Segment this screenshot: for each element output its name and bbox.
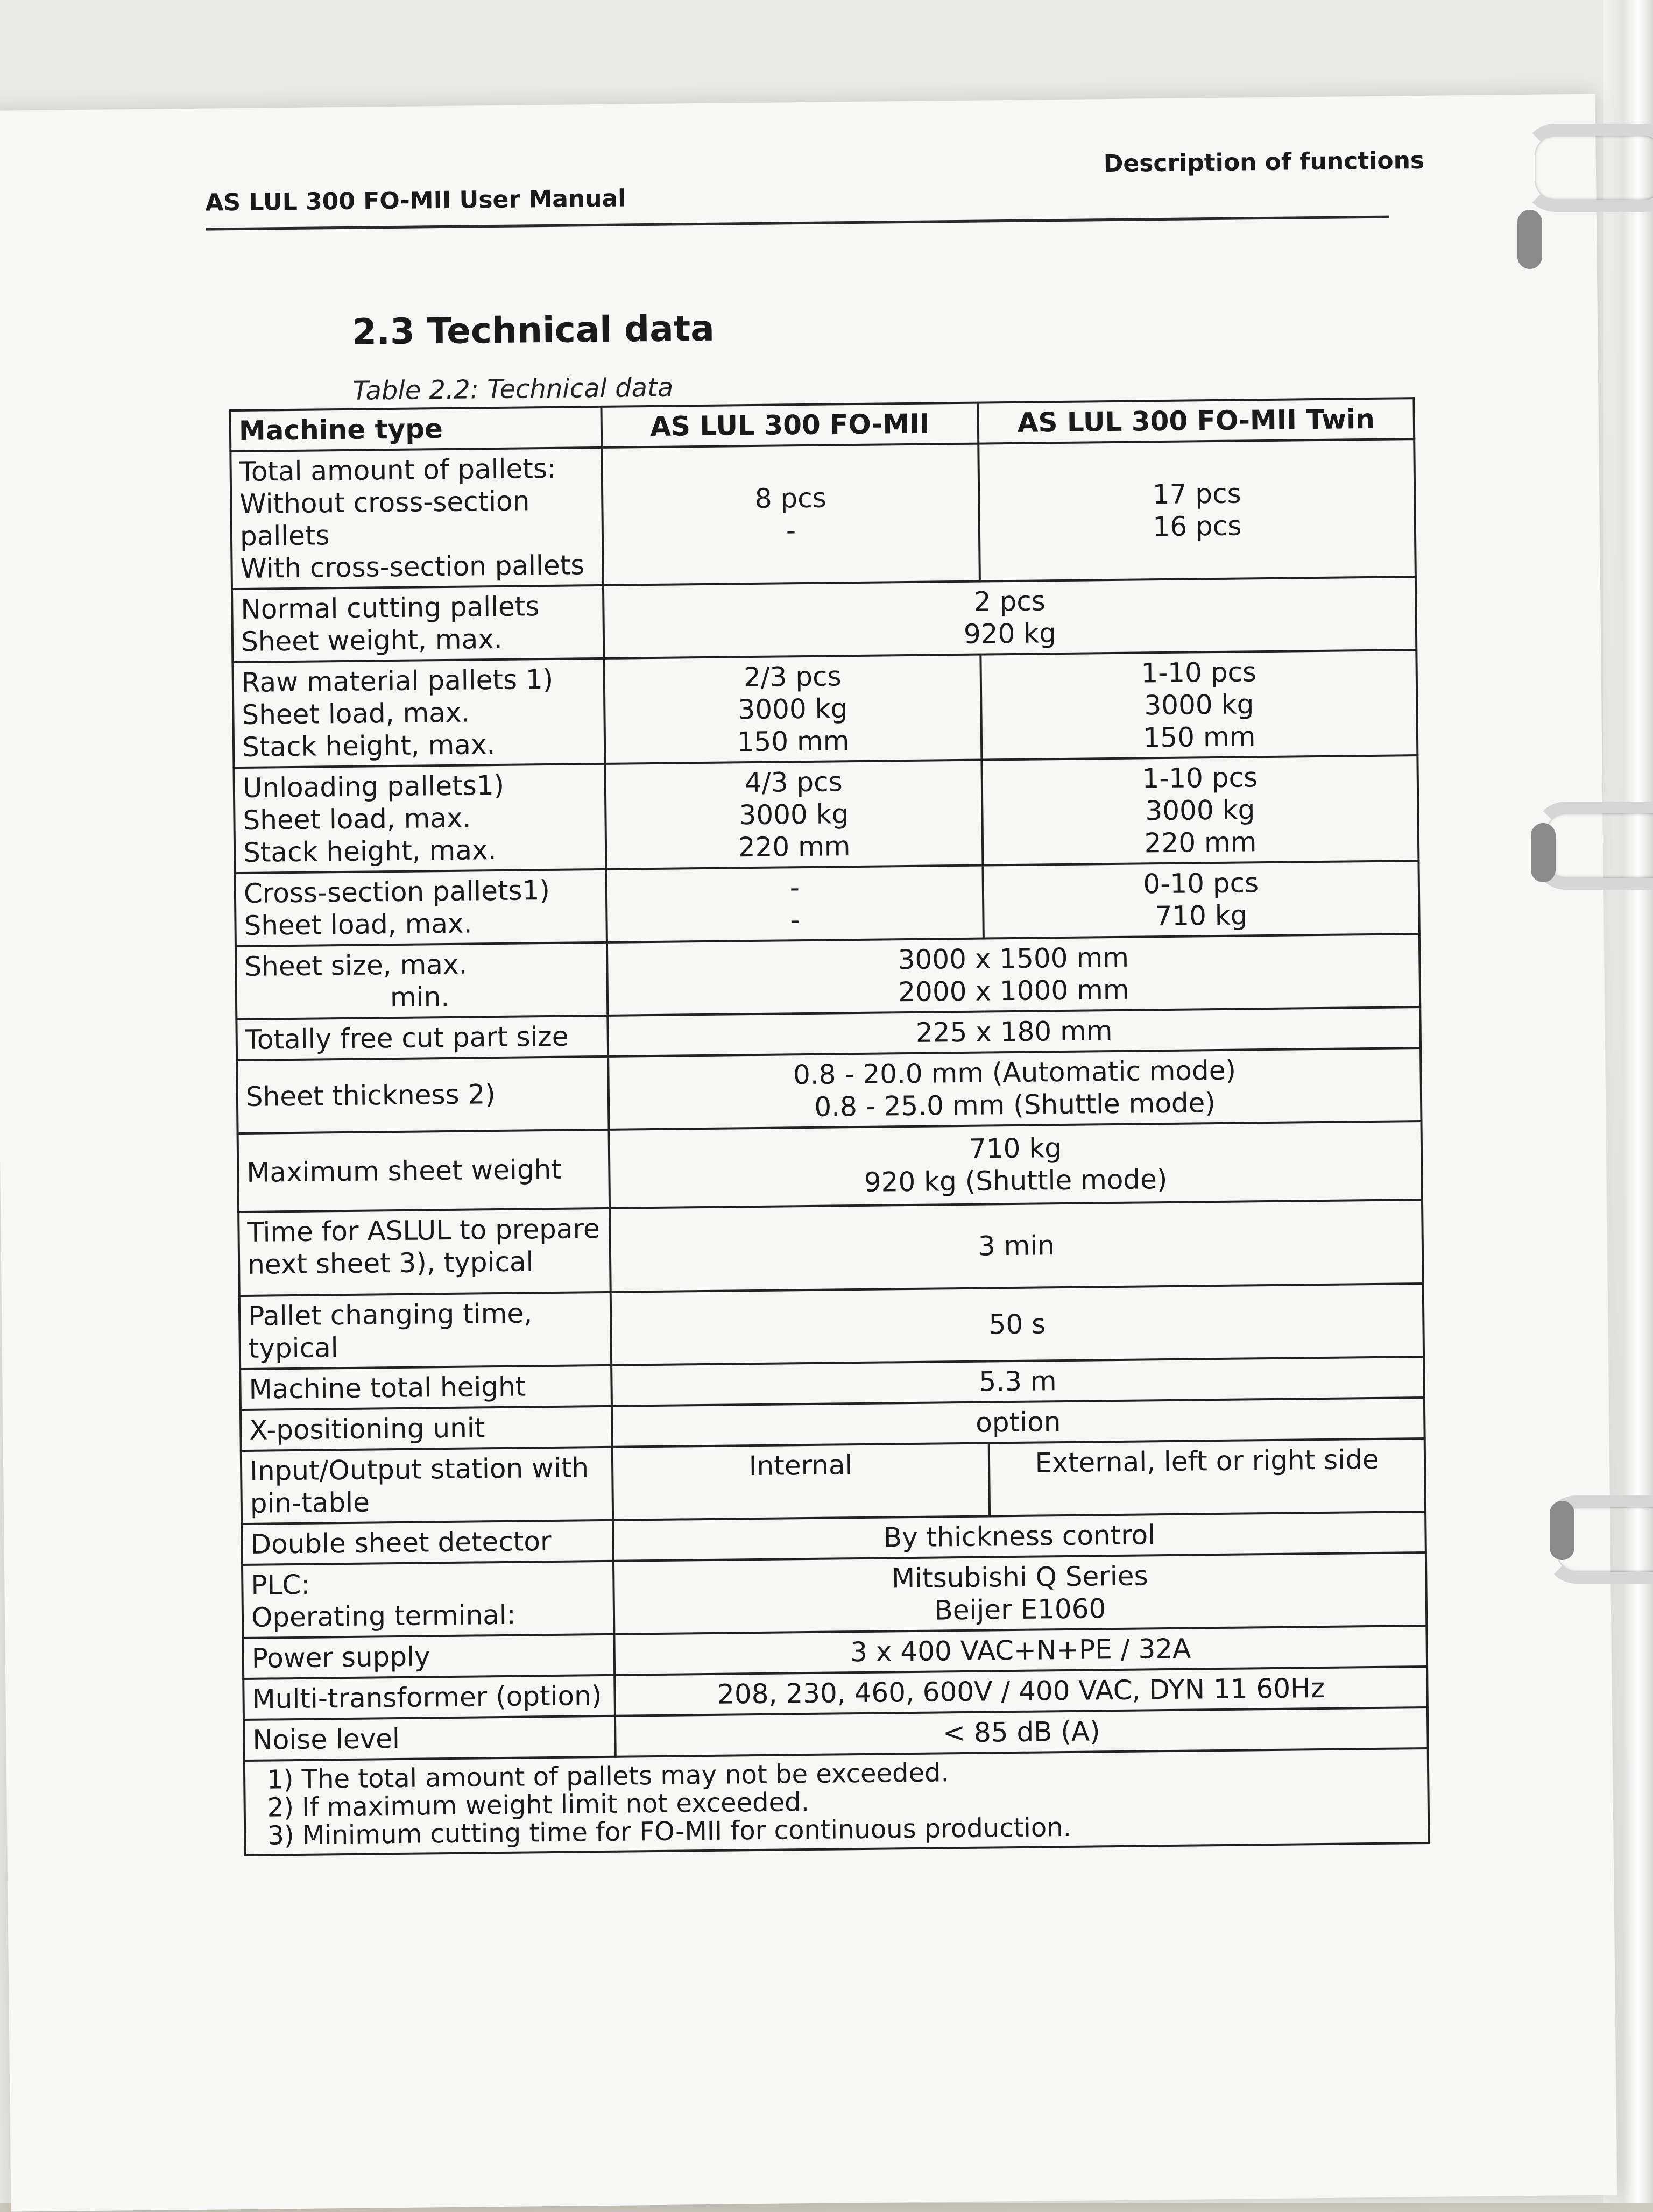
section-title: 2.3 Technical data <box>351 307 715 353</box>
row-label: Machine total height <box>240 1365 612 1410</box>
row-label: Time for ASLUL to prepare next sheet 3), typical <box>238 1208 611 1296</box>
row-label: Total amount of pallets: Without cross-section pallets With cross-section pallets <box>230 448 603 589</box>
row-label: Multi-transformer (option) <box>243 1675 615 1720</box>
row-label: Unloading pallets1) Sheet load, max. Stack height, max. <box>234 764 606 873</box>
row-label: Sheet size, max. min. <box>236 942 607 1019</box>
punch-hole <box>1531 823 1556 882</box>
row-label: Raw material pallets 1) Sheet load, max. Stack height, max. <box>232 658 605 768</box>
footnotes-row <box>244 1748 1429 1855</box>
cell-value: 710 kg 920 kg (Shuttle mode) <box>609 1121 1422 1208</box>
header-manual-title: AS LUL 300 FO-MII User Manual <box>205 185 626 217</box>
cell-value: 2 pcs 920 kg <box>603 577 1416 658</box>
header-section-name: Description of functions <box>1103 146 1425 178</box>
cell-value: By thickness control <box>613 1512 1426 1561</box>
table-row <box>234 755 1418 873</box>
table-row <box>242 1552 1426 1638</box>
row-label: Pallet changing time, typical <box>239 1292 611 1369</box>
cell-value: 17 pcs 16 pcs <box>978 439 1416 581</box>
table-caption: Table 2.2: Technical data <box>352 372 674 406</box>
cell-value: 3 x 400 VAC+N+PE / 32A <box>614 1626 1427 1675</box>
row-label: Power supply <box>243 1634 614 1679</box>
table-row <box>232 577 1416 662</box>
cell-value: 1-10 pcs 3000 kg 220 mm <box>981 755 1418 865</box>
cell-value: 0.8 - 20.0 mm (Automatic mode) 0.8 - 25.0 mm (Shuttle mode) <box>608 1048 1421 1130</box>
row-label: X-positioning unit <box>241 1406 612 1451</box>
column-header-fo-mii-twin: AS LUL 300 FO-MII Twin <box>978 398 1414 443</box>
table-row <box>236 934 1420 1019</box>
table-row <box>232 650 1417 768</box>
cell-value: 225 x 180 mm <box>607 1007 1421 1057</box>
footnotes <box>244 1748 1429 1855</box>
column-header-fo-mii: AS LUL 300 FO-MII <box>601 403 978 448</box>
binder-ring-top <box>1523 124 1653 212</box>
cell-value: 4/3 pcs 3000 kg 220 mm <box>605 760 983 869</box>
cell-value: Internal <box>612 1443 990 1520</box>
table-row <box>235 861 1419 946</box>
cell-value: Mitsubishi Q Series Beijer E1060 <box>613 1552 1426 1634</box>
cell-value: 2/3 pcs 3000 kg 150 mm <box>604 655 981 764</box>
cell-value: 1-10 pcs 3000 kg 150 mm <box>980 650 1417 760</box>
row-label: Totally free cut part size <box>236 1016 608 1060</box>
row-label: Input/Output station with pin-table <box>241 1447 613 1524</box>
row-label: Maximum sheet weight <box>238 1130 610 1212</box>
cell-value: - - <box>606 866 983 942</box>
cell-value: 0-10 pcs 710 kg <box>983 861 1419 938</box>
cell-value: option <box>612 1398 1425 1447</box>
table-row <box>241 1438 1425 1524</box>
column-header-machine-type: Machine type <box>230 407 602 451</box>
row-label: Noise level <box>244 1716 616 1761</box>
row-label: Sheet thickness 2) <box>237 1057 609 1133</box>
row-label: Double sheet detector <box>242 1520 613 1565</box>
table-row <box>238 1200 1423 1296</box>
cell-value: 50 s <box>611 1284 1424 1365</box>
technical-data-table <box>229 397 1430 1856</box>
manual-page <box>0 94 1617 2212</box>
footnote: 2) If maximum weight limit not exceeded. <box>267 1787 810 1823</box>
punch-hole <box>1517 210 1542 269</box>
cell-value: 5.3 m <box>611 1357 1424 1406</box>
row-label: Normal cutting pallets Sheet weight, max. <box>232 585 604 662</box>
punch-hole <box>1550 1501 1574 1560</box>
table-row <box>237 1048 1421 1133</box>
footnote: 3) Minimum cutting time for FO-MII for continuous production. <box>267 1812 1072 1851</box>
table-row <box>238 1121 1422 1212</box>
cell-value: External, left or right side <box>989 1438 1425 1516</box>
cell-value: 208, 230, 460, 600V / 400 VAC, DYN 11 60Hz <box>614 1667 1428 1716</box>
table-row <box>230 439 1416 589</box>
cell-value: 3000 x 1500 mm 2000 x 1000 mm <box>607 934 1420 1016</box>
row-label: PLC: Operating terminal: <box>242 1561 614 1638</box>
header-divider <box>206 216 1389 231</box>
cell-value: < 85 dB (A) <box>615 1707 1428 1757</box>
row-label: Cross-section pallets1) Sheet load, max. <box>235 869 607 946</box>
cell-value: 8 pcs - <box>602 444 980 585</box>
footnote: 1) The total amount of pallets may not be exceeded. <box>266 1757 950 1795</box>
table-row <box>239 1284 1424 1369</box>
cell-value: 3 min <box>610 1200 1423 1292</box>
